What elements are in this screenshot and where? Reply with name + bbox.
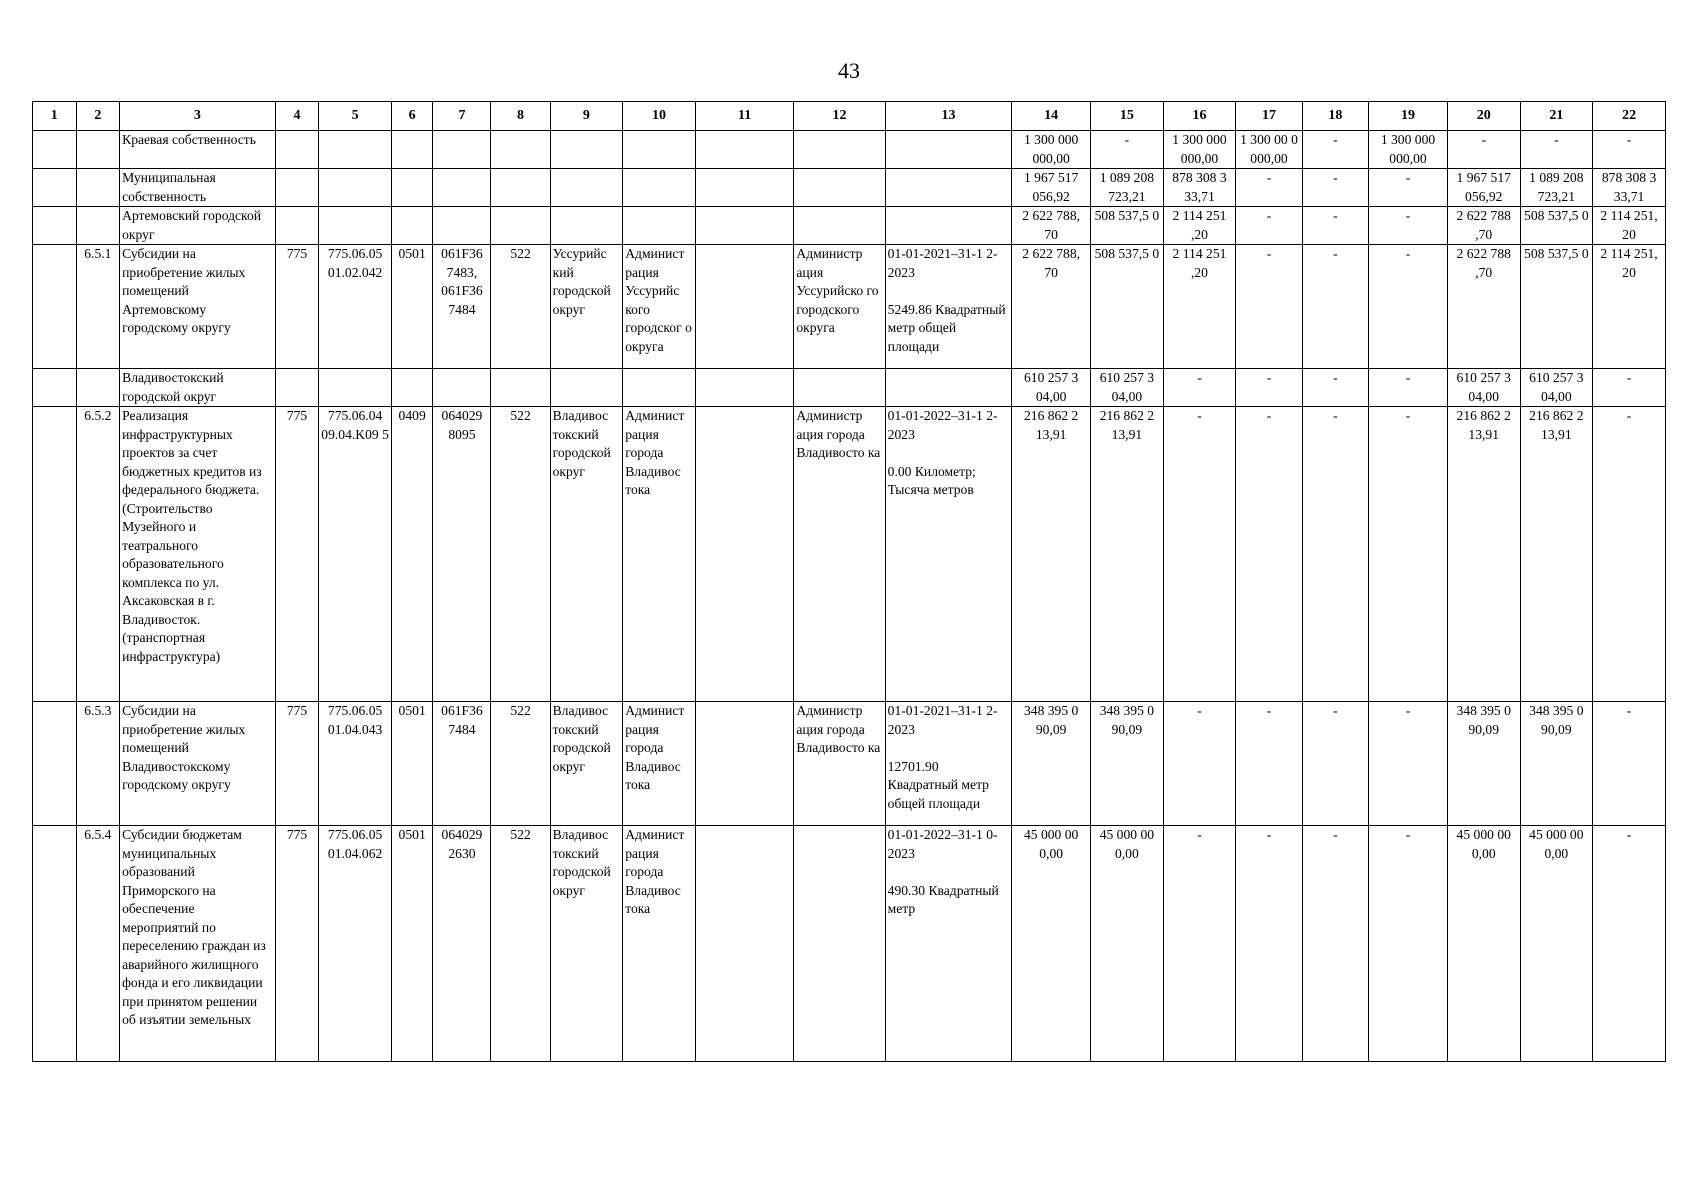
- header-cell: 1: [33, 102, 77, 131]
- amount-col-20: 216 862 2 13,91: [1447, 407, 1520, 702]
- total-amount: 1 300 000 000,00: [1012, 131, 1091, 169]
- header-cell: 12: [794, 102, 885, 131]
- header-cell: 9: [550, 102, 623, 131]
- header-cell: 19: [1369, 102, 1448, 131]
- ministry-code: 775: [275, 245, 319, 369]
- expense-type: 522: [491, 407, 550, 702]
- cell-col-11: [695, 131, 794, 169]
- deadline-and-result: 01-01-2021–31-1 2-2023 12701.90 Квадратный метр общей площади: [885, 702, 1012, 826]
- header-cell: 21: [1520, 102, 1593, 131]
- header-cell: 13: [885, 102, 1012, 131]
- ministry-code: 775: [275, 702, 319, 826]
- amount-col-18: -: [1302, 245, 1368, 369]
- section-code: 0409: [391, 407, 432, 702]
- amount-col-15: 1 089 208 723,21: [1091, 169, 1164, 207]
- amount-col-15: 45 000 00 0,00: [1091, 826, 1164, 1062]
- item-name: Артемовский городской округ: [120, 207, 276, 245]
- amount-col-19: -: [1369, 407, 1448, 702]
- amount-col-16: 2 114 251 ,20: [1163, 245, 1236, 369]
- ministry-code: [275, 169, 319, 207]
- cell-col-11: [695, 245, 794, 369]
- section-code: 0501: [391, 702, 432, 826]
- expense-type: 522: [491, 826, 550, 1062]
- header-cell: 20: [1447, 102, 1520, 131]
- executor: [794, 169, 885, 207]
- amount-col-15: 610 257 3 04,00: [1091, 369, 1164, 407]
- amount-col-20: 1 967 517 056,92: [1447, 169, 1520, 207]
- municipality: [550, 369, 623, 407]
- amount-col-17: -: [1236, 245, 1302, 369]
- cell-col-11: [695, 826, 794, 1062]
- program-table: [32, 101, 1666, 1062]
- budget-code: [319, 207, 392, 245]
- header-cell: 18: [1302, 102, 1368, 131]
- expense-type: 522: [491, 702, 550, 826]
- total-amount: 1 967 517 056,92: [1012, 169, 1091, 207]
- cell-col-11: [695, 369, 794, 407]
- amount-col-21: 508 537,5 0: [1520, 207, 1593, 245]
- amount-col-15: 508 537,5 0: [1091, 245, 1164, 369]
- header-cell: 14: [1012, 102, 1091, 131]
- target-article: [433, 131, 491, 169]
- executor: [794, 207, 885, 245]
- target-article: 061F36 7483, 061F36 7484: [433, 245, 491, 369]
- budget-code: 775.06.04 09.04.K09 5: [319, 407, 392, 702]
- total-amount: 2 622 788, 70: [1012, 245, 1091, 369]
- section-code: 0501: [391, 245, 432, 369]
- amount-col-20: 348 395 0 90,09: [1447, 702, 1520, 826]
- amount-col-15: 508 537,5 0: [1091, 207, 1164, 245]
- target-article: 064029 2630: [433, 826, 491, 1062]
- municipality: Уссурийс кий городской округ: [550, 245, 623, 369]
- table-row: [33, 702, 1666, 826]
- amount-col-22: -: [1593, 826, 1666, 1062]
- header-row: [33, 102, 1666, 131]
- target-article: [433, 369, 491, 407]
- executor: [794, 369, 885, 407]
- header-cell: 10: [623, 102, 696, 131]
- amount-col-21: 508 537,5 0: [1520, 245, 1593, 369]
- amount-col-16: 2 114 251 ,20: [1163, 207, 1236, 245]
- amount-col-18: -: [1302, 207, 1368, 245]
- item-name: Муниципальная собственность: [120, 169, 276, 207]
- total-amount: 610 257 3 04,00: [1012, 369, 1091, 407]
- municipality: Владивос токский городской округ: [550, 407, 623, 702]
- amount-col-19: -: [1369, 369, 1448, 407]
- header-cell: 22: [1593, 102, 1666, 131]
- executor: Администр ация Уссурийско го городского округа: [794, 245, 885, 369]
- section-code: [391, 131, 432, 169]
- amount-col-17: -: [1236, 207, 1302, 245]
- cell-col-11: [695, 207, 794, 245]
- amount-col-17: -: [1236, 407, 1302, 702]
- section-code: [391, 169, 432, 207]
- amount-col-15: -: [1091, 131, 1164, 169]
- expense-type: [491, 169, 550, 207]
- total-amount: 216 862 2 13,91: [1012, 407, 1091, 702]
- amount-col-22: -: [1593, 369, 1666, 407]
- recipient: Админист рация Уссурийс кого городског о округа: [623, 245, 696, 369]
- cell-col-1: [33, 826, 77, 1062]
- amount-col-19: -: [1369, 245, 1448, 369]
- table-row: [33, 369, 1666, 407]
- item-name: Субсидии на приобретение жилых помещений Артемовскому городскому округу: [120, 245, 276, 369]
- amount-col-16: 878 308 3 33,71: [1163, 169, 1236, 207]
- amount-col-22: -: [1593, 407, 1666, 702]
- municipality: Владивос токский городской округ: [550, 826, 623, 1062]
- cell-col-11: [695, 169, 794, 207]
- item-number: 6.5.2: [76, 407, 120, 702]
- amount-col-18: -: [1302, 826, 1368, 1062]
- executor: [794, 131, 885, 169]
- amount-col-21: 348 395 0 90,09: [1520, 702, 1593, 826]
- amount-col-18: -: [1302, 169, 1368, 207]
- budget-code: 775.06.05 01.04.043: [319, 702, 392, 826]
- cell-col-1: [33, 131, 77, 169]
- municipality: [550, 207, 623, 245]
- table-row: [33, 407, 1666, 702]
- table-row: [33, 131, 1666, 169]
- section-code: [391, 369, 432, 407]
- amount-col-17: 1 300 00 0 000,00: [1236, 131, 1302, 169]
- item-number: [76, 369, 120, 407]
- header-cell: 8: [491, 102, 550, 131]
- expense-type: [491, 207, 550, 245]
- amount-col-17: -: [1236, 702, 1302, 826]
- amount-col-21: 610 257 3 04,00: [1520, 369, 1593, 407]
- amount-col-17: -: [1236, 826, 1302, 1062]
- item-name: Субсидии на приобретение жилых помещений Владивостокскому городскому округу: [120, 702, 276, 826]
- amount-col-20: 2 622 788 ,70: [1447, 245, 1520, 369]
- table-row: [33, 245, 1666, 369]
- cell-col-1: [33, 407, 77, 702]
- section-code: [391, 207, 432, 245]
- deadline-and-result: [885, 369, 1012, 407]
- cell-col-1: [33, 207, 77, 245]
- amount-col-21: 45 000 00 0,00: [1520, 826, 1593, 1062]
- target-article: 064029 8095: [433, 407, 491, 702]
- municipality: Владивос токский городской округ: [550, 702, 623, 826]
- item-number: [76, 207, 120, 245]
- amount-col-20: -: [1447, 131, 1520, 169]
- total-amount: 45 000 00 0,00: [1012, 826, 1091, 1062]
- amount-col-18: -: [1302, 407, 1368, 702]
- budget-code: [319, 131, 392, 169]
- amount-col-19: -: [1369, 826, 1448, 1062]
- amount-col-15: 348 395 0 90,09: [1091, 702, 1164, 826]
- expense-type: [491, 369, 550, 407]
- table-body: [33, 131, 1666, 1062]
- ministry-code: 775: [275, 407, 319, 702]
- table-row: [33, 169, 1666, 207]
- amount-col-21: 1 089 208 723,21: [1520, 169, 1593, 207]
- budget-code: 775.06.05 01.02.042: [319, 245, 392, 369]
- amount-col-20: 2 622 788 ,70: [1447, 207, 1520, 245]
- amount-col-16: -: [1163, 702, 1236, 826]
- header-cell: 7: [433, 102, 491, 131]
- amount-col-22: -: [1593, 702, 1666, 826]
- amount-col-22: -: [1593, 131, 1666, 169]
- cell-col-11: [695, 407, 794, 702]
- deadline-and-result: 01-01-2022–31-1 0-2023 490.30 Квадратный метр: [885, 826, 1012, 1062]
- amount-col-19: -: [1369, 169, 1448, 207]
- item-number: [76, 169, 120, 207]
- cell-col-1: [33, 169, 77, 207]
- amount-col-22: 2 114 251, 20: [1593, 245, 1666, 369]
- cell-col-11: [695, 702, 794, 826]
- recipient: Админист рация города Владивос тока: [623, 702, 696, 826]
- total-amount: 2 622 788, 70: [1012, 207, 1091, 245]
- amount-col-16: 1 300 000 000,00: [1163, 131, 1236, 169]
- item-name: Реализация инфраструктурных проектов за счет бюджетных кредитов из федерального бюджета. (Строительство Музейного и театрального образовательного комплекса по ул. Аксаковская в г. Владивосток. (транспортная инфраструктура): [120, 407, 276, 702]
- amount-col-15: 216 862 2 13,91: [1091, 407, 1164, 702]
- deadline-and-result: [885, 169, 1012, 207]
- item-number: 6.5.4: [76, 826, 120, 1062]
- item-name: Краевая собственность: [120, 131, 276, 169]
- cell-col-1: [33, 702, 77, 826]
- amount-col-16: -: [1163, 369, 1236, 407]
- item-number: 6.5.3: [76, 702, 120, 826]
- amount-col-19: -: [1369, 207, 1448, 245]
- recipient: [623, 369, 696, 407]
- deadline-and-result: 01-01-2022–31-1 2-2023 0.00 Километр; Тысяча метров: [885, 407, 1012, 702]
- amount-col-22: 878 308 3 33,71: [1593, 169, 1666, 207]
- item-name: Владивостокский городской округ: [120, 369, 276, 407]
- header-cell: 2: [76, 102, 120, 131]
- page-number: 43: [838, 58, 860, 83]
- executor: Администр ация города Владивосто ка: [794, 702, 885, 826]
- item-number: [76, 131, 120, 169]
- deadline-and-result: [885, 207, 1012, 245]
- amount-col-18: -: [1302, 702, 1368, 826]
- recipient: [623, 169, 696, 207]
- header-cell: 11: [695, 102, 794, 131]
- amount-col-21: 216 862 2 13,91: [1520, 407, 1593, 702]
- amount-col-17: -: [1236, 369, 1302, 407]
- recipient: Админист рация города Владивос тока: [623, 407, 696, 702]
- target-article: [433, 169, 491, 207]
- item-number: 6.5.1: [76, 245, 120, 369]
- budget-code: 775.06.05 01.04.062: [319, 826, 392, 1062]
- ministry-code: [275, 131, 319, 169]
- amount-col-18: -: [1302, 131, 1368, 169]
- amount-col-17: -: [1236, 169, 1302, 207]
- cell-col-1: [33, 245, 77, 369]
- ministry-code: [275, 207, 319, 245]
- amount-col-16: -: [1163, 826, 1236, 1062]
- target-article: [433, 207, 491, 245]
- recipient: Админист рация города Владивос тока: [623, 826, 696, 1062]
- executor: Администр ация города Владивосто ка: [794, 407, 885, 702]
- amount-col-19: 1 300 000 000,00: [1369, 131, 1448, 169]
- table-row: [33, 207, 1666, 245]
- recipient: [623, 131, 696, 169]
- table-row: [33, 826, 1666, 1062]
- deadline-and-result: 01-01-2021–31-1 2-2023 5249.86 Квадратный метр общей площади: [885, 245, 1012, 369]
- amount-col-19: -: [1369, 702, 1448, 826]
- deadline-and-result: [885, 131, 1012, 169]
- budget-code: [319, 169, 392, 207]
- municipality: [550, 131, 623, 169]
- amount-col-20: 610 257 3 04,00: [1447, 369, 1520, 407]
- executor: [794, 826, 885, 1062]
- amount-col-22: 2 114 251, 20: [1593, 207, 1666, 245]
- header-cell: 16: [1163, 102, 1236, 131]
- item-name: Субсидии бюджетам муниципальных образований Приморского на обеспечение мероприятий по переселению граждан из аварийного жилищного фонда и его ликвидации при принятом решении об изъятии земельных: [120, 826, 276, 1062]
- recipient: [623, 207, 696, 245]
- header-cell: 4: [275, 102, 319, 131]
- amount-col-21: -: [1520, 131, 1593, 169]
- header-cell: 5: [319, 102, 392, 131]
- total-amount: 348 395 0 90,09: [1012, 702, 1091, 826]
- target-article: 061F36 7484: [433, 702, 491, 826]
- expense-type: [491, 131, 550, 169]
- amount-col-16: -: [1163, 407, 1236, 702]
- ministry-code: 775: [275, 826, 319, 1062]
- amount-col-20: 45 000 00 0,00: [1447, 826, 1520, 1062]
- budget-code: [319, 369, 392, 407]
- section-code: 0501: [391, 826, 432, 1062]
- header-cell: 17: [1236, 102, 1302, 131]
- header-cell: 3: [120, 102, 276, 131]
- expense-type: 522: [491, 245, 550, 369]
- cell-col-1: [33, 369, 77, 407]
- header-cell: 6: [391, 102, 432, 131]
- header-cell: 15: [1091, 102, 1164, 131]
- ministry-code: [275, 369, 319, 407]
- amount-col-18: -: [1302, 369, 1368, 407]
- municipality: [550, 169, 623, 207]
